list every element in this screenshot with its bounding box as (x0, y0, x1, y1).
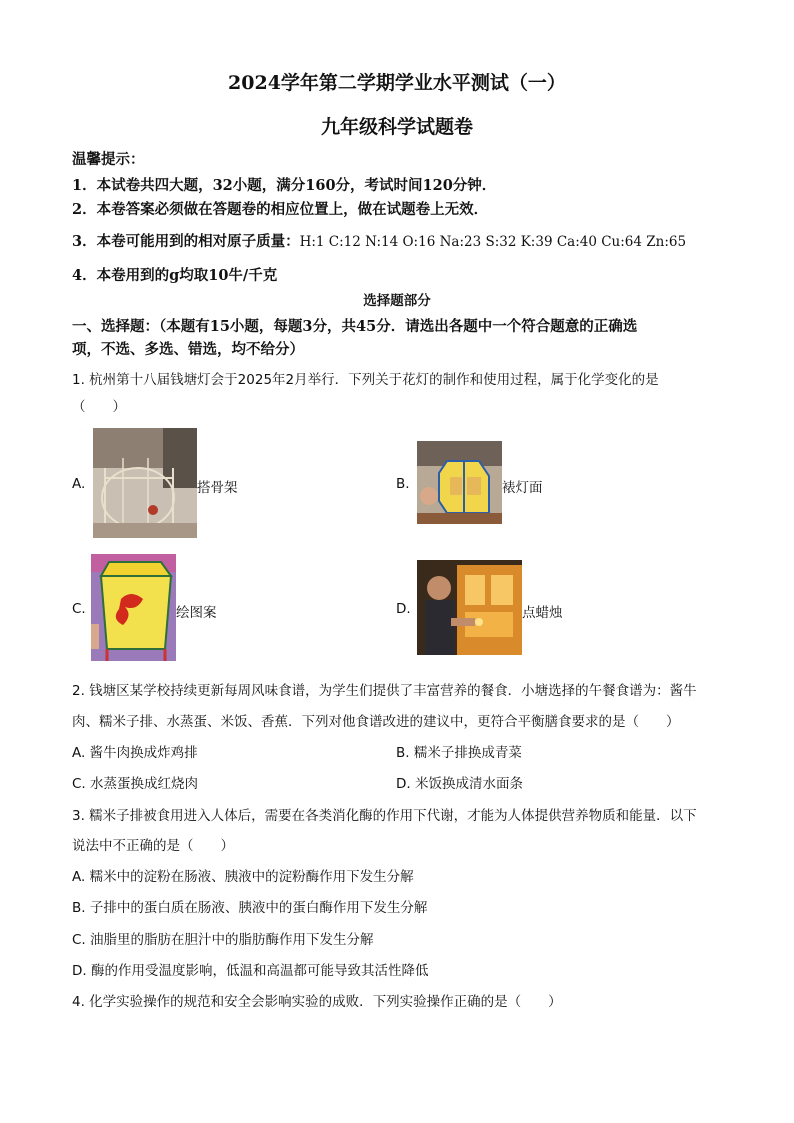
tip-2: 2．本卷答案必须做在答题卷的相应位置上，做在试题卷上无效． (72, 201, 489, 218)
part-heading-line2: 项，不选、多选、错选，均不给分） (72, 341, 304, 358)
q1-stem: 1. 杭州第十八届钱塘灯会于2025年2月举行．下列关于花灯的制作和使用过程，属于化学变化的是 (72, 372, 659, 388)
q2-option-a-text: 酱牛肉换成炸鸡排 (89, 745, 198, 761)
tip-1: 1．本试卷共四大题，32小题，满分160分，考试时间120分钟． (72, 177, 497, 194)
lantern-painting-photo (91, 554, 176, 661)
q3-stem-line2: 说法中不正确的是（ ） (72, 838, 234, 854)
q2-option-c-letter: C. (72, 776, 86, 792)
atomic-masses: H:1 C:12 N:14 O:16 Na:23 S:32 K:39 Ca:40 Cu:64 Zn:65 (299, 234, 687, 250)
q1-option-d-letter: D. (396, 601, 411, 617)
q1-option-a-letter: A. (72, 476, 86, 492)
q2-option-d (396, 772, 523, 792)
q2-stem-line1: 2. 钱塘区某学校持续更新每周风味食谱，为学生们提供了丰富营养的餐食．小塘选择的午餐食谱为：酱牛 (72, 683, 697, 699)
q2-option-c-text: 水蒸蛋换成红烧肉 (90, 776, 199, 792)
tip-4: 4．本卷用到的g均取10牛/千克 (72, 267, 278, 284)
section-title: 选择题部分 (363, 293, 431, 309)
q3-option-a: A. 糯米中的淀粉在肠液、胰液中的淀粉酶作用下发生分解 (72, 869, 414, 885)
q1-option-c-letter: C. (72, 601, 86, 617)
q2-option-b (396, 741, 522, 761)
tips-heading: 温馨提示： (72, 151, 145, 168)
lantern-paper-photo (417, 441, 502, 524)
q2-option-c (72, 772, 198, 792)
q3-option-c: C. 油脂里的脂肪在胆汁中的脂肪酶作用下发生分解 (72, 932, 374, 948)
q1-option-b-text: 裱灯面 (502, 480, 543, 496)
q1-option-a-text: 搭骨架 (197, 480, 238, 496)
q3-stem-line1: 3. 糯米子排被食用进入人体后，需要在各类消化酶的作用下代谢，才能为人体提供营养物质和能量．以下 (72, 808, 697, 824)
q1-blank: （ ） (72, 399, 126, 415)
q2-option-a (72, 741, 198, 761)
candle-lighting-photo (417, 560, 522, 655)
q2-option-d-letter: D. (396, 776, 411, 792)
q2-stem-line2: 肉、糯米子排、水蒸蛋、米饭、香蕉．下列对他食谱改进的建议中，更符合平衡膳食要求的是（ ） (72, 714, 680, 730)
lantern-frame-photo (93, 428, 197, 538)
q2-option-b-letter: B. (396, 745, 410, 761)
q1-option-c-text: 绘图案 (176, 605, 217, 621)
exam-title: 2024学年第二学期学业水平测试（一） (228, 72, 566, 94)
q2-option-a-letter: A. (72, 745, 86, 761)
q2-option-d-text: 米饭换成清水面条 (414, 776, 523, 792)
q3-option-d: D. 酶的作用受温度影响，低温和高温都可能导致其活性降低 (72, 963, 429, 979)
exam-subtitle: 九年级科学试题卷 (320, 116, 473, 138)
q1-option-d-text: 点蜡烛 (522, 605, 563, 621)
tip-3 (72, 230, 686, 251)
q2-option-b-text: 糯米子排换成青菜 (413, 745, 522, 761)
part-heading-line1: 一、选择题：（本题有15小题，每题3分，共45分．请选出各题中一个符合题意的正确选 (72, 318, 638, 335)
tip-3-label: 3．本卷可能用到的相对原子质量： (72, 233, 300, 250)
q1-option-b-letter: B. (396, 476, 410, 492)
q4-stem: 4. 化学实验操作的规范和安全会影响实验的成败．下列实验操作正确的是（ ） (72, 994, 562, 1010)
q3-option-b: B. 子排中的蛋白质在肠液、胰液中的蛋白酶作用下发生分解 (72, 900, 428, 916)
